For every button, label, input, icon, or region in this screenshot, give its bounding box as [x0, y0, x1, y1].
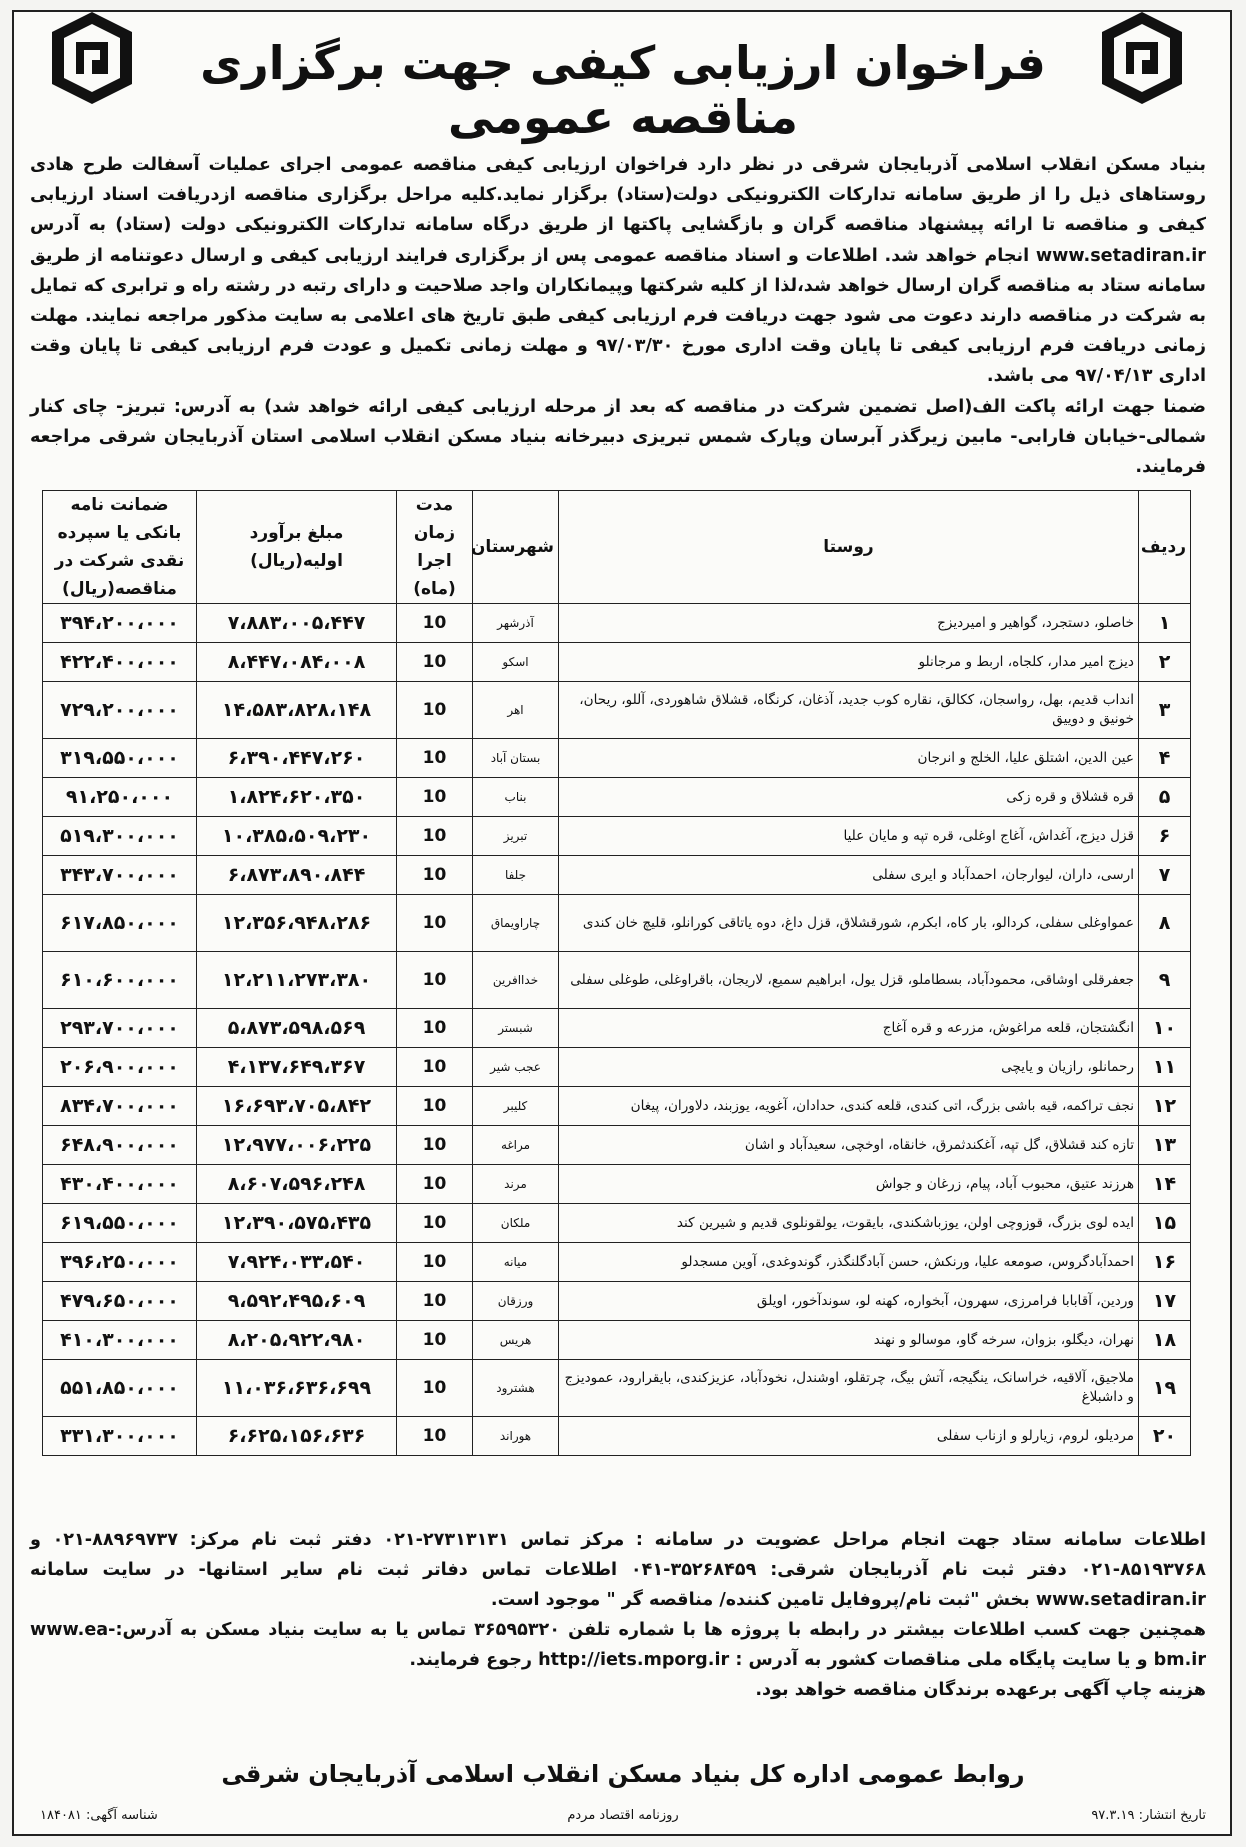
row-number: ۹ — [1139, 952, 1191, 1009]
city-cell: شبستر — [473, 1009, 559, 1048]
row-number: ۶ — [1139, 817, 1191, 856]
duration-cell: 10 — [397, 1009, 473, 1048]
city-cell: هریس — [473, 1321, 559, 1360]
page-title: فراخوان ارزیابی کیفی جهت برگزاری مناقصه عمومی — [200, 36, 1046, 144]
intro-paragraph: ضمنا جهت ارائه پاکت الف(اصل تضمین شرکت در مناقصه که بعد از مرحله ارزیابی کیفی ارائه خواهد شد) به آدرس: تبریز- چای کنار شمالی-خیابان فارابی- مابین زیرگذر آبرسان وپارک شمس تبریزی دبیرخانه بنیاد مسکن انقلاب اسلامی استان آذربایجان شرقی مراجعه فرمایند. — [30, 396, 1206, 478]
village-cell: رحمانلو، رازیان و یایچی — [559, 1048, 1139, 1087]
estimate-cell: ۸،۶۰۷،۵۹۶،۲۴۸ — [197, 1165, 397, 1204]
duration-cell: 10 — [397, 1321, 473, 1360]
duration-cell: 10 — [397, 895, 473, 952]
row-number: ۷ — [1139, 856, 1191, 895]
guarantee-cell: ۴۷۹،۶۵۰،۰۰۰ — [43, 1282, 197, 1321]
guarantee-cell: ۶۱۰،۶۰۰،۰۰۰ — [43, 952, 197, 1009]
row-number: ۵ — [1139, 778, 1191, 817]
row-number: ۱ — [1139, 604, 1191, 643]
city-cell: بناب — [473, 778, 559, 817]
table-row — [43, 1126, 1191, 1165]
table-row — [43, 1087, 1191, 1126]
estimate-cell: ۹،۵۹۲،۴۹۵،۶۰۹ — [197, 1282, 397, 1321]
table-row — [43, 1204, 1191, 1243]
estimate-cell: ۶،۳۹۰،۴۴۷،۲۶۰ — [197, 739, 397, 778]
row-number: ۱۵ — [1139, 1204, 1191, 1243]
table-row — [43, 604, 1191, 643]
footer-paragraph: همچنین جهت کسب اطلاعات بیشتر در رابطه با پروژه ها با شماره تلفن ۳۶۵۹۵۳۲۰ تماس یا به سایت بنیاد مسکن به آدرس:www.ea-bm.ir و یا سایت پایگاه ملی مناقصات کشور به آدرس : http://iets.mporg.ir رجوع فرمایند. — [30, 1620, 1206, 1670]
row-number: ۳ — [1139, 682, 1191, 739]
header-village: روستا — [559, 491, 1139, 604]
city-cell: ملکان — [473, 1204, 559, 1243]
guarantee-cell: ۴۲۲،۴۰۰،۰۰۰ — [43, 643, 197, 682]
estimate-cell: ۶،۶۲۵،۱۵۶،۶۳۶ — [197, 1417, 397, 1456]
row-number: ۸ — [1139, 895, 1191, 952]
guarantee-cell: ۶۱۷،۸۵۰،۰۰۰ — [43, 895, 197, 952]
footer-paragraph: هزینه چاپ آگهی برعهده برندگان مناقصه خواهد بود. — [755, 1680, 1206, 1700]
duration-cell: 10 — [397, 856, 473, 895]
table-row — [43, 1360, 1191, 1417]
bonyad-maskan-logo-right — [1096, 8, 1188, 108]
duration-cell: 10 — [397, 643, 473, 682]
village-cell: ایده لوی بزرگ، قوزوچی اولن، یوزباشکندی، بایقوت، یولقونلوی قدیم و شیرین کند — [559, 1204, 1139, 1243]
estimate-cell: ۵،۸۷۳،۵۹۸،۵۶۹ — [197, 1009, 397, 1048]
guarantee-cell: ۲۰۶،۹۰۰،۰۰۰ — [43, 1048, 197, 1087]
estimate-cell: ۱۱،۰۳۶،۶۳۶،۶۹۹ — [197, 1360, 397, 1417]
city-cell: اسکو — [473, 643, 559, 682]
guarantee-cell: ۶۴۸،۹۰۰،۰۰۰ — [43, 1126, 197, 1165]
city-cell: جلفا — [473, 856, 559, 895]
table-row — [43, 817, 1191, 856]
city-cell: ورزقان — [473, 1282, 559, 1321]
village-cell: نجف تراکمه، قیه باشی بزرگ، اتی کندی، قلعه کندی، حدادان، آغویه، یوزبند، دلاوران، پیغان — [559, 1087, 1139, 1126]
city-cell: چاراویماق — [473, 895, 559, 952]
duration-cell: 10 — [397, 739, 473, 778]
estimate-cell: ۴،۱۳۷،۶۴۹،۳۶۷ — [197, 1048, 397, 1087]
village-cell: هرزند عتیق، محبوب آباد، پیام، زرغان و جواش — [559, 1165, 1139, 1204]
estimate-cell: ۱۲،۹۷۷،۰۰۶،۲۲۵ — [197, 1126, 397, 1165]
row-number: ۲ — [1139, 643, 1191, 682]
intro-text — [30, 150, 1206, 482]
estimate-cell: ۱۲،۳۵۶،۹۴۸،۲۸۶ — [197, 895, 397, 952]
duration-cell: 10 — [397, 1360, 473, 1417]
duration-cell: 10 — [397, 1204, 473, 1243]
estimate-cell: ۸،۲۰۵،۹۲۲،۹۸۰ — [197, 1321, 397, 1360]
row-number: ۱۰ — [1139, 1009, 1191, 1048]
table-row — [43, 1009, 1191, 1048]
city-cell: تبریز — [473, 817, 559, 856]
table-row — [43, 1243, 1191, 1282]
table-row — [43, 1048, 1191, 1087]
table-row — [43, 856, 1191, 895]
city-cell: مراغه — [473, 1126, 559, 1165]
intro-paragraph: بنیاد مسکن انقلاب اسلامی آذربایجان شرقی در نظر دارد فراخوان ارزیابی کیفی مناقصه عمومی اجرای عملیات آسفالت طرح هادی روستاهای ذیل را از طریق سامانه تدارکات الکترونیکی دولت(ستاد) برگزار نماید.کلیه مراحل برگزاری مناقصه ازدریافت اسناد ارزیابی کیفی و مناقصه تا ارائه پیشنهاد مناقصه گران و بازگشایی پاکتها از طریق درگاه سامانه تدارکات الکترونیکی دولت (ستاد) به آدرس www.setadiran.ir انجام خواهد شد. اطلاعات و اسناد مناقصه عمومی پس از برگزاری فرایند ارزیابی کیفی و ارسال دعوتنامه از طریق سامانه ستاد به مناقصه گران ارسال خواهد شد،لذا از کلیه شرکتها وپیمانکاران واجد صلاحیت و دارای رتبه در رشته راه و ترابری که تمایل به شرکت در مناقصه دارند دعوت می شود جهت دریافت فرم ارزیابی کیفی طبق تاریخ های اعلامی به سایت مذکور مراجعه نمایند. مهلت زمانی دریافت فرم ارزیابی کیفی تا پایان وقت اداری مورخ ۹۷/۰۳/۳۰ و مهلت زمانی تکمیل و عودت فرم ارزیابی کیفی تا پایان وقت اداری ۹۷/۰۴/۱۳ می باشد. — [30, 155, 1206, 387]
duration-cell: 10 — [397, 1048, 473, 1087]
row-number: ۴ — [1139, 739, 1191, 778]
estimate-cell: ۶،۸۷۳،۸۹۰،۸۴۴ — [197, 856, 397, 895]
village-cell: ملاجیق، آلاقیه، خراسانک، ینگیجه، آتش بیگ، چرتقلو، اوشندل، نخودآباد، عزیزکندی، بایقرارود، عمودیزج و داشبلاغ — [559, 1360, 1139, 1417]
tender-table — [42, 490, 1191, 1456]
city-cell: خداافرین — [473, 952, 559, 1009]
duration-cell: 10 — [397, 1126, 473, 1165]
header-city: شهرستان — [473, 491, 559, 604]
footer-paragraph: اطلاعات سامانه ستاد جهت انجام مراحل عضویت در سامانه : مرکز تماس ۲۷۳۱۳۱۳۱-۰۲۱ دفتر ثبت نام مرکز: ۸۸۹۶۹۷۳۷-۰۲۱ و ۸۵۱۹۳۷۶۸-۰۲۱ دفتر ثبت نام آذربایجان شرقی: ۳۵۲۶۸۴۵۹-۰۴۱ اطلاعات تماس دفاتر ثبت نام سایر استانها- در سایت سامانه www.setadiran.ir بخش "ثبت نام/پروفایل تامین کننده/ مناقصه گر " موجود است. — [30, 1530, 1207, 1610]
table-row — [43, 1282, 1191, 1321]
estimate-cell: ۷،۸۸۳،۰۰۵،۴۴۷ — [197, 604, 397, 643]
village-cell: احمدآبادگروس، صومعه علیا، ورنکش، حسن آبادگلنگذر، گوندوغدی، آوین مسجدلو — [559, 1243, 1139, 1282]
row-number: ۱۷ — [1139, 1282, 1191, 1321]
signature: روابط عمومی اداره کل بنیاد مسکن انقلاب اسلامی آذربایجان شرقی — [221, 1760, 1025, 1788]
estimate-cell: ۱۲،۲۱۱،۲۷۳،۳۸۰ — [197, 952, 397, 1009]
header-row-number: ردیف — [1139, 491, 1191, 604]
duration-cell: 10 — [397, 1087, 473, 1126]
duration-cell: 10 — [397, 952, 473, 1009]
publication-meta — [40, 1808, 1206, 1828]
footer-text — [30, 1525, 1206, 1705]
header-estimate: مبلغ برآورد اولیه(ریال) — [197, 491, 397, 604]
table-row — [43, 682, 1191, 739]
row-number: ۲۰ — [1139, 1417, 1191, 1456]
estimate-cell: ۱،۸۲۴،۶۲۰،۳۵۰ — [197, 778, 397, 817]
estimate-cell: ۱۲،۳۹۰،۵۷۵،۴۳۵ — [197, 1204, 397, 1243]
guarantee-cell: ۷۲۹،۲۰۰،۰۰۰ — [43, 682, 197, 739]
table-row — [43, 1417, 1191, 1456]
guarantee-cell: ۳۹۶،۲۵۰،۰۰۰ — [43, 1243, 197, 1282]
duration-cell: 10 — [397, 1417, 473, 1456]
table-row — [43, 643, 1191, 682]
estimate-cell: ۱۴،۵۸۳،۸۲۸،۱۴۸ — [197, 682, 397, 739]
guarantee-cell: ۴۱۰،۳۰۰،۰۰۰ — [43, 1321, 197, 1360]
header-guarantee: ضمانت نامه بانکی یا سپرده نقدی شرکت در مناقصه(ریال) — [43, 491, 197, 604]
city-cell: عجب شیر — [473, 1048, 559, 1087]
bonyad-maskan-logo-left — [46, 8, 138, 108]
village-cell: دیزج امیر مدار، کلجاه، اربط و مرجانلو — [559, 643, 1139, 682]
guarantee-cell: ۳۳۱،۳۰۰،۰۰۰ — [43, 1417, 197, 1456]
village-cell: ارسی، داران، لیوارجان، احمدآباد و ایری سفلی — [559, 856, 1139, 895]
village-cell: مردیلو، لروم، زیارلو و ازناب سفلی — [559, 1417, 1139, 1456]
city-cell: مرند — [473, 1165, 559, 1204]
guarantee-cell: ۳۴۳،۷۰۰،۰۰۰ — [43, 856, 197, 895]
guarantee-cell: ۹۱،۲۵۰،۰۰۰ — [43, 778, 197, 817]
table-row — [43, 895, 1191, 952]
guarantee-cell: ۳۱۹،۵۵۰،۰۰۰ — [43, 739, 197, 778]
estimate-cell: ۷،۹۲۴،۰۳۳،۵۴۰ — [197, 1243, 397, 1282]
row-number: ۱۸ — [1139, 1321, 1191, 1360]
village-cell: نهران، دیگلو، بزوان، سرخه گاو، موسالو و نهند — [559, 1321, 1139, 1360]
estimate-cell: ۸،۴۴۷،۰۸۴،۰۰۸ — [197, 643, 397, 682]
guarantee-cell: ۸۳۴،۷۰۰،۰۰۰ — [43, 1087, 197, 1126]
village-cell: خاصلو، دستجرد، گواهیر و امیردیزج — [559, 604, 1139, 643]
row-number: ۱۲ — [1139, 1087, 1191, 1126]
table-row — [43, 1165, 1191, 1204]
city-cell: آذرشهر — [473, 604, 559, 643]
duration-cell: 10 — [397, 682, 473, 739]
row-number: ۱۱ — [1139, 1048, 1191, 1087]
village-cell: انداب قدیم، بهل، رواسجان، ککالق، نقاره کوب جدید، آذغان، کرنگاه، قشلاق شاهوردی، آللو، ریحان، خونیق و دوییق — [559, 682, 1139, 739]
row-number: ۱۴ — [1139, 1165, 1191, 1204]
ad-id: شناسه آگهی: ۱۸۴۰۸۱ — [40, 1808, 158, 1823]
table-row — [43, 1321, 1191, 1360]
estimate-cell: ۱۰،۳۸۵،۵۰۹،۲۳۰ — [197, 817, 397, 856]
village-cell: انگشتجان، قلعه مراغوش، مزرعه و قره آغاج — [559, 1009, 1139, 1048]
estimate-cell: ۱۶،۶۹۳،۷۰۵،۸۴۲ — [197, 1087, 397, 1126]
guarantee-cell: ۵۵۱،۸۵۰،۰۰۰ — [43, 1360, 197, 1417]
guarantee-cell: ۴۳۰،۴۰۰،۰۰۰ — [43, 1165, 197, 1204]
table-header-row — [43, 491, 1191, 604]
village-cell: وردین، آقابابا فرامرزی، سهرون، آبخواره، کهنه لو، سوندآخور، اویلق — [559, 1282, 1139, 1321]
city-cell: هشترود — [473, 1360, 559, 1417]
guarantee-cell: ۵۱۹،۳۰۰،۰۰۰ — [43, 817, 197, 856]
village-cell: قره قشلاق و قره زکی — [559, 778, 1139, 817]
city-cell: هوراند — [473, 1417, 559, 1456]
publication-date: تاریخ انتشار: ۹۷.۳.۱۹ — [1091, 1808, 1206, 1823]
row-number: ۱۹ — [1139, 1360, 1191, 1417]
city-cell: بستان آباد — [473, 739, 559, 778]
duration-cell: 10 — [397, 1165, 473, 1204]
city-cell: اهر — [473, 682, 559, 739]
duration-cell: 10 — [397, 1243, 473, 1282]
guarantee-cell: ۲۹۳،۷۰۰،۰۰۰ — [43, 1009, 197, 1048]
table-row — [43, 952, 1191, 1009]
village-cell: جعفرقلی اوشاقی، محمودآباد، بسطاملو، قزل یول، ابراهیم سمیع، لاریجان، باقراوغلی، طوغلی سفلی — [559, 952, 1139, 1009]
city-cell: میانه — [473, 1243, 559, 1282]
duration-cell: 10 — [397, 778, 473, 817]
newspaper-name: روزنامه اقتصاد مردم — [567, 1808, 679, 1823]
village-cell: عین الدین، اشتلق علیا، الخلج و انرجان — [559, 739, 1139, 778]
guarantee-cell: ۳۹۴،۲۰۰،۰۰۰ — [43, 604, 197, 643]
duration-cell: 10 — [397, 1282, 473, 1321]
row-number: ۱۶ — [1139, 1243, 1191, 1282]
table-row — [43, 739, 1191, 778]
row-number: ۱۳ — [1139, 1126, 1191, 1165]
city-cell: کلیبر — [473, 1087, 559, 1126]
guarantee-cell: ۶۱۹،۵۵۰،۰۰۰ — [43, 1204, 197, 1243]
table-row — [43, 778, 1191, 817]
header-duration: مدت زمان اجرا (ماه) — [397, 491, 473, 604]
village-cell: تازه کند قشلاق، گل تپه، آغکندثمرق، خانقاه، اوخچی، سعیدآباد و اشان — [559, 1126, 1139, 1165]
village-cell: قزل دیزج، آغداش، آغاج اوغلی، قره تپه و مایان علیا — [559, 817, 1139, 856]
duration-cell: 10 — [397, 817, 473, 856]
village-cell: عمواوغلی سفلی، کردالو، بار کاه، ابکرم، شورقشلاق، قزل داغ، دوه یاتاقی کورانلو، قلیچ خان کندی — [559, 895, 1139, 952]
duration-cell: 10 — [397, 604, 473, 643]
